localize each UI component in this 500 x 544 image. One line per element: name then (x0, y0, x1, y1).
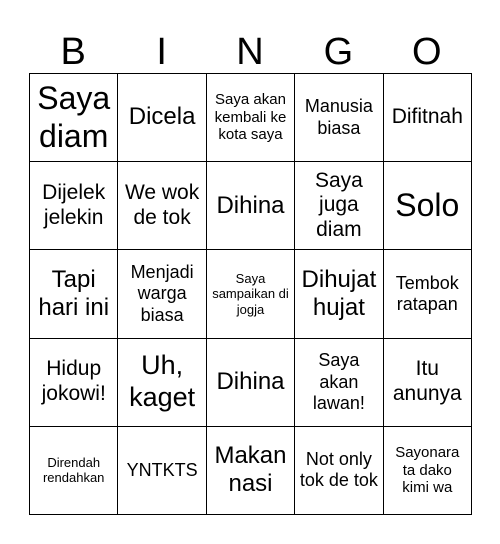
bingo-header (29, 28, 471, 74)
bingo-cell[interactable]: Dicela (118, 74, 206, 162)
header-letter-n: N (236, 31, 264, 73)
bingo-board (29, 73, 472, 515)
bingo-cell[interactable]: Dihujat hujat (295, 250, 383, 338)
bingo-cell[interactable]: Dihina (207, 162, 295, 250)
bingo-cell[interactable]: Saya juga diam (295, 162, 383, 250)
bingo-cell[interactable]: Difitnah (384, 74, 472, 162)
bingo-cell[interactable]: Tembok ratapan (384, 250, 472, 338)
bingo-cell[interactable]: Saya akan lawan! (295, 339, 383, 427)
bingo-cell[interactable]: We wok de tok (118, 162, 206, 250)
bingo-cell[interactable]: Saya sampaikan di jogja (207, 250, 295, 338)
header-letter-o: O (412, 31, 442, 73)
bingo-cell[interactable]: Dihina (207, 339, 295, 427)
header-letter-b: B (60, 31, 86, 73)
bingo-cell[interactable]: Uh, kaget (118, 339, 206, 427)
bingo-cell[interactable]: Hidup jokowi! (30, 339, 118, 427)
bingo-cell[interactable]: Sayonara ta dako kimi wa (384, 427, 472, 515)
bingo-cell[interactable]: Manusia biasa (295, 74, 383, 162)
bingo-cell[interactable]: Dijelek jelekin (30, 162, 118, 250)
bingo-cell[interactable]: YNTKTS (118, 427, 206, 515)
bingo-cell[interactable]: Menjadi warga biasa (118, 250, 206, 338)
bingo-cell[interactable]: Tapi hari ini (30, 250, 118, 338)
header-letter-g: G (323, 31, 354, 73)
header-letter-i: I (156, 31, 167, 73)
bingo-cell[interactable]: Saya diam (30, 74, 118, 162)
bingo-cell[interactable]: Itu anunya (384, 339, 472, 427)
bingo-cell[interactable]: Makan nasi (207, 427, 295, 515)
bingo-cell[interactable]: Not only tok de tok (295, 427, 383, 515)
bingo-cell[interactable]: Direndah rendahkan (30, 427, 118, 515)
bingo-cell[interactable]: Solo (384, 162, 472, 250)
bingo-cell[interactable]: Saya akan kembali ke kota saya (207, 74, 295, 162)
